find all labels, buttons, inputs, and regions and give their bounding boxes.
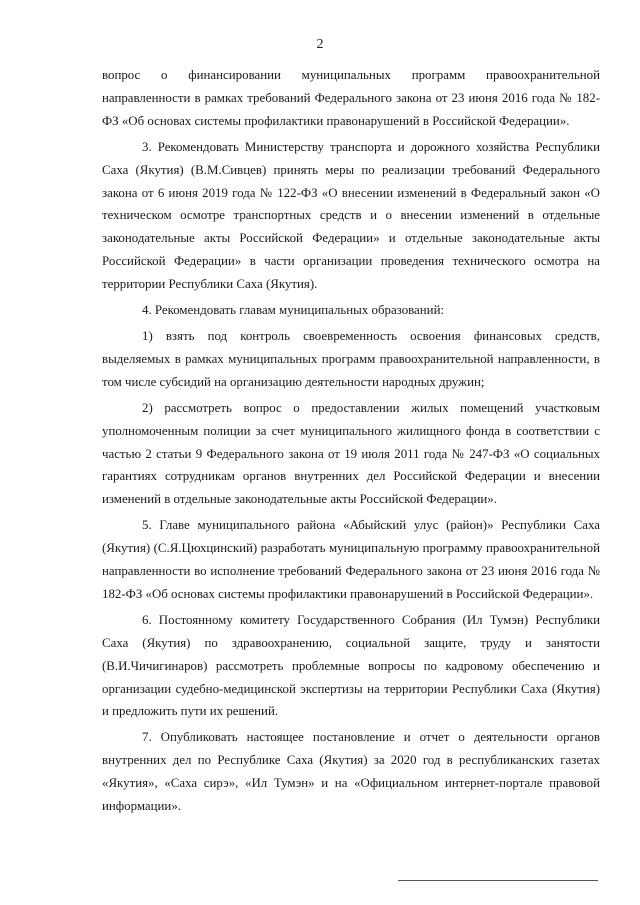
paragraph-continuation: вопрос о финансировании муниципальных программ правоохранительной направленности в рамках требований Федерального закона от 23 июня 2016 года № 182-ФЗ «Об основах системы профилактики правонарушений в Российской Федерации». xyxy=(102,68,600,128)
paragraph-subitem-1: 1) взять под контроль своевременность освоения финансовых средств, выделяемых в рамках муниципальных программ правоохранительной направленности, в том числе субсидий на организацию деятельности народных дружин; xyxy=(102,328,600,389)
footer-divider xyxy=(398,880,598,881)
paragraph-item-5: 5. Главе муниципального района «Абыйский улус (район)» Республики Саха (Якутия) (С.Я.Цюхцинский) разработать муниципальную программу правоохранительной направленности во исполнение требований Федерального закона от 23 июня 2016 года № 182-ФЗ «Об основах системы профилактики правонарушений в Российской Федерации». xyxy=(102,518,600,601)
paragraph-item-3: 3. Рекомендовать Министерству транспорта и дорожного хозяйства Республики Саха (Якутия) (В.М.Сивцев) принять меры по реализации требований Федерального закона от 6 июня 2019 года № 122-ФЗ «О внесении изменений в Федеральный закон «О техническом осмотре транспортных средств и о внесении изменений в отдельные законодательные акты Российской Федерации» и отдельные законодательные акты Российской Федерации» в части организации проведения технического осмотра на территории Республики Саха (Якутия). xyxy=(102,139,600,292)
paragraph-item-4: 4. Рекомендовать главам муниципальных образований: xyxy=(142,303,445,318)
paragraph-subitem-2: 2) рассмотреть вопрос о предоставлении жилых помещений участковым уполномоченным полиции за счет муниципального жилищного фонда в соответствии с частью 2 статьи 9 Федерального закона от 19 июля 2011 года № 247-ФЗ «О социальных гарантиях сотрудникам органов внутренних дел Российской Федерации и внесении изменений в отдельные законодательные акты Российской Федерации». xyxy=(102,400,600,507)
paragraph-item-7: 7. Опубликовать настоящее постановление и отчет о деятельности органов внутренних дел по Республике Саха (Якутия) за 2020 год в республиканских газетах «Якутия», «Саха сирэ», «Ил Тумэн» и на «Официальном интернет-портале правовой информации». xyxy=(102,730,600,814)
page-number: 2 xyxy=(316,37,324,52)
document-body xyxy=(102,64,600,818)
paragraph-item-6: 6. Постоянному комитету Государственного Собрания (Ил Тумэн) Республики Саха (Якутия) по здравоохранению, социальной защите, труду и занятости (В.И.Чичигинаров) рассмотреть проблемные вопросы по кадровому обеспечению и организации судебно-медицинской экспертизы на территории Республики Саха (Якутия) и предложить пути их решений. xyxy=(102,612,600,719)
